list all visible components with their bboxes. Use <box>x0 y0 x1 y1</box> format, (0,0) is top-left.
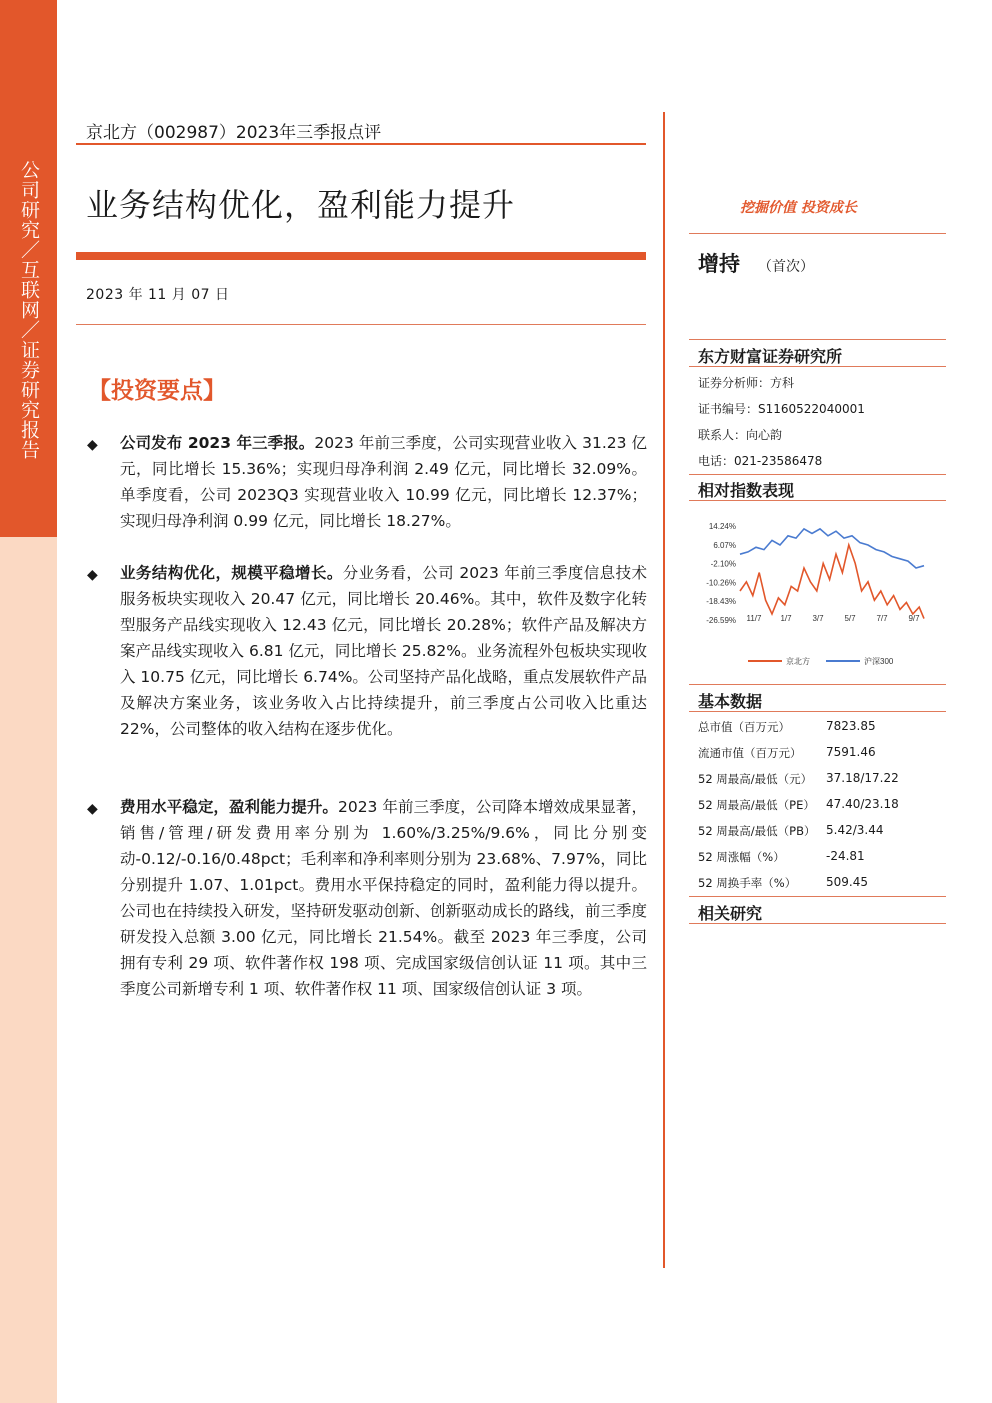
headline-rule <box>76 252 646 260</box>
investment-point-1 <box>87 430 647 534</box>
point-lead: 业务结构优化，规模平稳增长。 <box>120 564 343 582</box>
related-rule-top <box>689 896 946 897</box>
chart-title: 相对指数表现 <box>698 481 795 500</box>
basic-value: 37.18/17.22 <box>826 771 899 785</box>
y-tick-label: -10.26% <box>706 578 736 588</box>
basic-label: 流通市值（百万元） <box>698 746 802 760</box>
related-rule-bottom <box>689 923 946 924</box>
rating-rule-top <box>689 233 946 234</box>
basic-value: 5.42/3.44 <box>826 823 884 837</box>
sidebar-category-label: 公司研究／互联网／证券研究报告 <box>18 160 40 460</box>
contact: 联系人：向心韵 <box>698 428 783 442</box>
y-tick-label: -2.10% <box>710 559 736 569</box>
point-lead: 公司发布 2023 年三季报。 <box>120 434 315 452</box>
rating-note: （首次） <box>758 259 814 275</box>
cert-number: 证书编号：S1160522040001 <box>698 402 865 416</box>
x-tick-label: 9/7 <box>908 614 920 623</box>
headline: 业务结构优化，盈利能力提升 <box>86 186 516 224</box>
institute-name: 东方财富证券研究所 <box>698 347 843 366</box>
relative-index-chart <box>696 516 936 666</box>
basic-rule-top <box>689 684 946 685</box>
report-date: 2023 年 11 月 07 日 <box>86 287 230 303</box>
x-tick-label: 5/7 <box>844 614 856 623</box>
diamond-bullet-icon: ◆ <box>87 567 98 583</box>
basic-label: 总市值（百万元） <box>698 720 790 734</box>
basic-data-title: 基本数据 <box>698 692 763 711</box>
left-band <box>0 0 57 1403</box>
y-tick-label: -26.59% <box>706 616 736 625</box>
point-text: 2023 年前三季度，公司实现营业收入 31.23 亿元，同比增长 15.36%；实现归母净利润 2.49 亿元，同比增长 32.09%。单季度看，公司 2023Q3 实现营业收入 10.99 亿元，同比增长 12.37%；实现归母净利润 0.99 亿元，同比增长 18.27%。 <box>120 434 647 530</box>
basic-rule-bottom <box>689 711 946 712</box>
basic-value: 7591.46 <box>826 745 876 759</box>
investment-point-2 <box>87 560 647 742</box>
chart-rule-bottom <box>689 500 946 501</box>
slogan: 挖掘价值 投资成长 <box>740 200 857 216</box>
diamond-bullet-icon: ◆ <box>87 437 98 453</box>
institute-rule <box>689 339 946 340</box>
basic-label: 52 周最高/最低（PE） <box>698 798 815 812</box>
basic-label: 52 周最高/最低（元） <box>698 772 813 786</box>
x-tick-label: 1/7 <box>780 614 792 623</box>
x-tick-label: 11/7 <box>746 614 762 623</box>
y-tick-label: -18.43% <box>706 597 736 607</box>
x-tick-label: 3/7 <box>812 614 824 623</box>
point-text: 分业务看，公司 2023 年前三季度信息技术服务板块实现收入 20.47 亿元，同比增长 20.46%。其中，软件及数字化转型服务产品线实现收入 12.43 亿元，同比增长 20.28%；软件产品及解决方案产品线实现收入 6.81 亿元，同比增长 25.82%。业务流程外包板块实现收入 10.75 亿元，同比增长 6.74%。公司坚持产品化战略，重点发展软件产品及解决方案业务，该业务收入占比持续提升，前三季度占公司收入比重达 22%，公司整体的收入结构在逐步优化。 <box>120 564 647 738</box>
basic-value: 7823.85 <box>826 719 876 733</box>
diamond-bullet-icon: ◆ <box>87 801 98 817</box>
column-divider <box>663 112 665 1268</box>
header-rule <box>76 143 646 145</box>
x-tick-label: 7/7 <box>876 614 888 623</box>
basic-value: 47.40/23.18 <box>826 797 899 811</box>
legend-label: 沪深300 <box>864 657 894 666</box>
chart-rule-top <box>689 474 946 475</box>
basic-value: 509.45 <box>826 875 868 889</box>
series-line <box>740 529 924 568</box>
y-tick-label: 6.07% <box>713 540 736 550</box>
point-lead: 费用水平稳定，盈利能力提升。 <box>120 798 338 816</box>
series-line <box>740 545 924 619</box>
basic-value: -24.81 <box>826 849 865 863</box>
phone: 电话：021-23586478 <box>698 454 823 468</box>
basic-label: 52 周涨幅（%） <box>698 850 785 864</box>
related-research-title: 相关研究 <box>698 904 763 923</box>
report-title: 京北方（002987）2023年三季报点评 <box>86 123 382 143</box>
basic-label: 52 周最高/最低（PB） <box>698 824 816 838</box>
analyst: 证券分析师：方科 <box>698 376 795 390</box>
institute-rule-bottom <box>689 366 946 367</box>
section-title: 【投资要点】 <box>88 378 226 404</box>
y-tick-label: 14.24% <box>708 522 736 531</box>
rating: 增持 <box>698 252 740 276</box>
basic-label: 52 周换手率（%） <box>698 876 797 890</box>
legend-label: 京北方 <box>786 657 810 666</box>
investment-point-3 <box>87 794 647 1002</box>
point-text: 2023 年前三季度，公司降本增效成果显著，销售/管理/研发费用率分别为 1.60%/3.25%/9.6%，同比分别变动-0.12/-0.16/0.48pct；毛利率和净利率则分别为 23.68%、7.97%，同比分别提升 1.07、1.01pct。费用水平保持稳定的同时，盈利能力得以提升。公司也在持续投入研发，坚持研发驱动创新、创新驱动成长的路线，前三季度研发投入总额 3.00 亿元，同比增长 21.54%。截至 2023 年三季度，公司拥有专利 29 项、软件著作权 198 项、完成国家级信创认证 11 项。其中三季度公司新增专利 1 项、软件著作权 11 项、国家级信创认证 3 项。 <box>120 798 648 998</box>
date-rule <box>76 324 646 325</box>
